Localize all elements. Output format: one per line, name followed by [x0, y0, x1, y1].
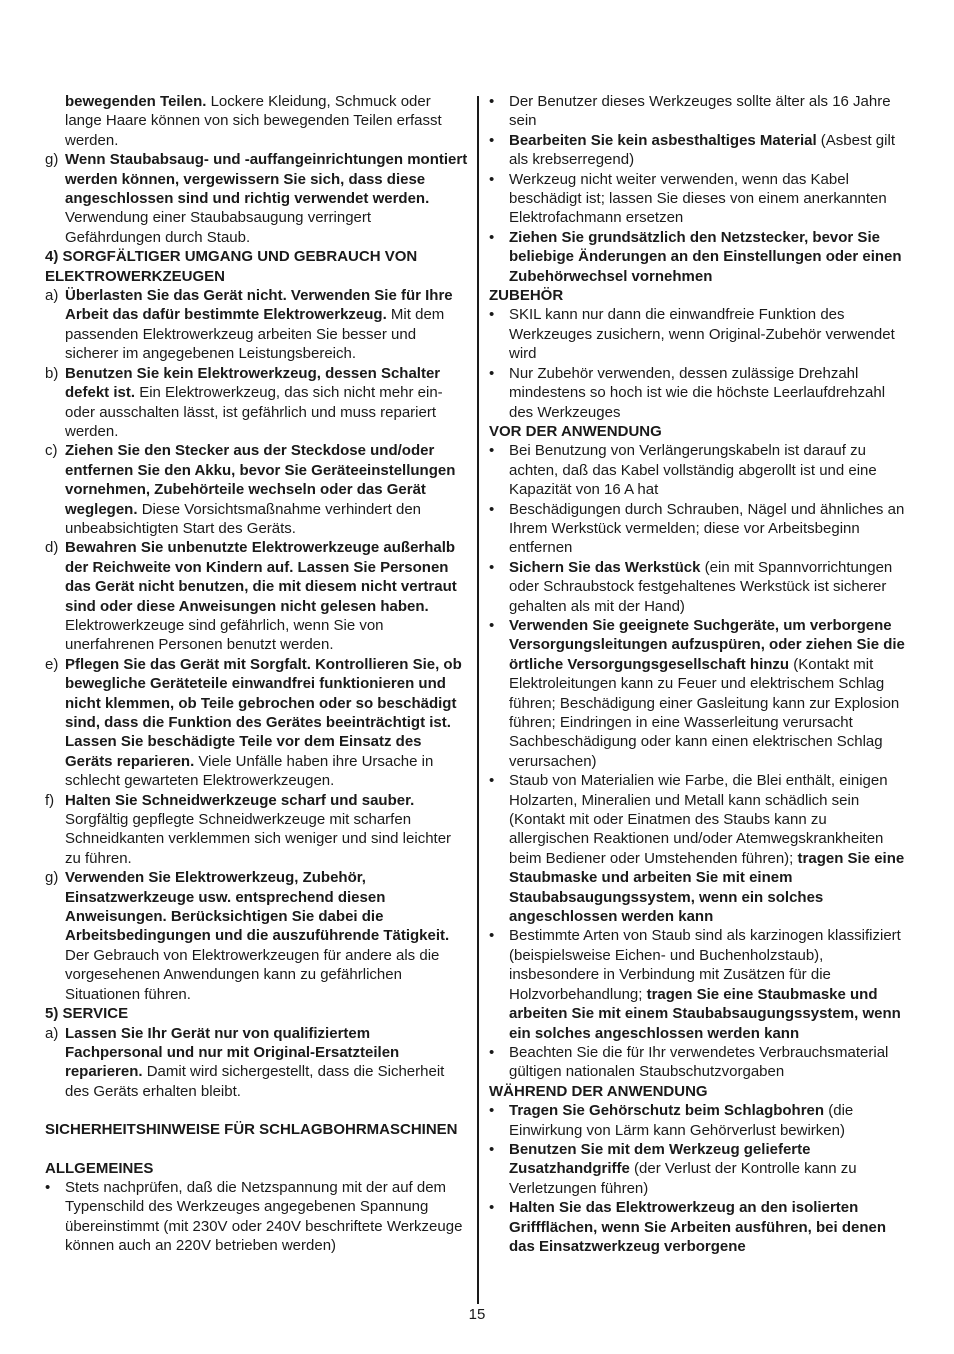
bullet-item [489, 1198, 909, 1256]
item-text: Bei Benutzung von Verlängerungskabeln ist darauf zu achten, daß das Kabel vollständig abgerollt ist und eine Kapazität von 16 A hat [509, 442, 877, 499]
item-text: Elektrowerkzeuge sind gefährlich, wenn Sie von unerfahrenen Personen benutzt werden. [65, 616, 384, 654]
item-bold-text: Ziehen Sie grundsätzlich den Netzstecker, bevor Sie beliebige Änderungen an den Einstellungen oder einen Zubehörwechsel vornehmen [509, 228, 902, 285]
item-text: SKIL kann nur dann die einwandfreie Funktion des Werkzeuges zusichern, wenn Original-Zubehör verwendet wird [509, 306, 895, 363]
item-text: Beschädigungen durch Schrauben, Nägel und ähnliches an Ihrem Werkstück vermelden; diese vor Arbeitsbeginn entfernen [509, 500, 905, 557]
bullet-marker: • [489, 558, 495, 576]
bullet-marker: • [489, 364, 495, 382]
section-heading: VOR DER ANWENDUNG [489, 422, 662, 440]
column-divider [477, 96, 479, 1304]
list-item [45, 286, 469, 364]
item-text: Beachten Sie die für Ihr verwendetes Verbrauchsmaterial gültigen nationalen Staubschutzvorgaben [509, 1043, 889, 1081]
item-text: (der Verlust der Kontrolle kann zu Verletzungen führen) [509, 1160, 857, 1197]
bullet-item [489, 1043, 909, 1082]
item-text: Der Benutzer dieses Werkzeuges sollte älter als 16 Jahre sein [509, 93, 891, 130]
item-text: Bestimmte Arten von Staub sind als karzinogen klassifiziert (beispielsweise Eichen- und Buchenholzstaub), insbesondere in Verbindung mit Zusätzen für die Holzvorbehandlung; [509, 927, 901, 1003]
bullet-item [489, 92, 909, 131]
bullet-marker: • [489, 131, 495, 149]
item-bold-text: Benutzen Sie kein Elektrowerkzeug, dessen Schalter defekt ist. [65, 364, 441, 402]
bullet-item [489, 558, 909, 616]
item-text: Damit wird sichergestellt, dass die Sicherheit des Geräts erhalten bleibt. [65, 1063, 445, 1100]
section-heading: 4) SORGFÄLTIGER UMGANG UND GEBRAUCH VON ELEKTROWERKZEUGEN [45, 248, 418, 285]
item-bold-text: tragen Sie eine Staubmaske und arbeiten Sie mit einem Staubabsaugungssystem, wenn ein solches angeschlossen werden kann [509, 985, 901, 1042]
section-heading: ALLGEMEINES [45, 1159, 154, 1177]
item-text: Verwendung einer Staubabsaugung verringert Gefährdungen durch Staub. [65, 209, 372, 246]
item-text: Mit dem passenden Elektrowerkzeug arbeiten Sie besser und sicherer im angegebenen Leistungsbereich. [65, 306, 445, 363]
item-text: (Kontakt mit Elektroleitungen kann zu Feuer und elektrischem Schlag führen; Beschädigung einer Gasleitung kann zur Explosion führen; Eindringen in eine Wasserleitung verursacht Sachbeschädigung oder kann einen elektrischen Schlag verursachen) [509, 655, 900, 770]
bullet-item [489, 926, 909, 1042]
item-bold-text: Ziehen Sie den Stecker aus der Steckdose und/oder entfernen Sie den Akku, bevor Sie Geräteeinstellungen vornehmen, Zubehörteile wechseln oder das Gerät weglegen. [65, 442, 456, 518]
item-bold-text: Verwenden Sie geeignete Suchgeräte, um verborgene Versorgungsleitungen aufzuspüren, oder ziehen Sie die örtliche Versorgungsgesellschaft hinzu [509, 616, 905, 673]
bullet-marker: • [489, 772, 495, 790]
spacer [45, 1101, 469, 1120]
section-heading: SICHERHEITSHINWEISE FÜR SCHLAGBOHRMASCHINEN [45, 1121, 458, 1139]
bullet-item [489, 228, 909, 286]
bullet-marker: • [489, 170, 495, 188]
item-text: Nur Zubehör verwenden, dessen zulässige Drehzahl mindestens so hoch ist wie die höchste Leerlaufdrehzahl des Werkzeuges [509, 364, 886, 421]
bullet-item [489, 616, 909, 771]
item-label: a) [45, 287, 59, 305]
item-bold-text: Halten Sie Schneidwerkzeuge scharf und sauber. [65, 791, 415, 809]
item-label: a) [45, 1024, 59, 1042]
item-label: g) [45, 869, 59, 887]
item-text: Staub von Materialien wie Farbe, die Blei enthält, einigen Holzarten, Mineralien und Metall kann schädlich sein (Kontakt mit oder Einatmen des Staubs kann zu allergischen Reaktionen und/oder Atemwegskrankheiten beim Bediener oder Umstehenden führen); [509, 772, 888, 867]
item-bold-text: Verwenden Sie Elektrowerkzeug, Zubehör, Einsatzwerkzeuge usw. entsprechend diesen Anweisungen. Berücksichtigen Sie dabei die Arbeitsbedingungen und die auszuführende Tätigkeit. [65, 869, 450, 945]
bullet-item [45, 1178, 469, 1256]
section-heading: ZUBEHÖR [489, 287, 564, 305]
bullet-item [489, 441, 909, 499]
bullet-marker: • [489, 306, 495, 324]
item-label: b) [45, 364, 59, 382]
section-heading: 5) SERVICE [45, 1005, 129, 1023]
section-heading: WÄHREND DER ANWENDUNG [489, 1082, 708, 1100]
bullet-item [489, 305, 909, 363]
list-item [45, 791, 469, 869]
item-text: Sorgfältig gepflegte Schneidwerkzeuge mit scharfen Schneidkanten verklemmen sich weniger und sind leichter zu führen. [65, 811, 452, 867]
item-bold-text: Pflegen Sie das Gerät mit Sorgfalt. Kontrollieren Sie, ob bewegliche Geräteteile einwandfrei funktionieren und nicht klemmen, ob Teile gebrochen oder so beschädigt sind, dass die Funktion des Gerätes beeinträchtigt ist. Lassen Sie beschädigte Teile vor dem Einsatz des Geräts reparieren. [65, 655, 462, 770]
item-bold-text: Bewahren Sie unbenutzte Elektrowerkzeuge außerhalb der Reichweite von Kindern auf. Lassen Sie Personen das Gerät nicht benutzen, die mit diesem nicht vertraut sind oder diese Anweisungen nicht gelesen haben. [65, 539, 457, 615]
spacer [45, 1140, 469, 1159]
item-bold-text: Tragen Sie Gehörschutz beim Schlagbohren [509, 1102, 825, 1120]
item-label: c) [45, 442, 58, 460]
item-label: g) [45, 151, 59, 169]
bullet-marker: • [489, 1199, 495, 1217]
bullet-item [489, 1101, 909, 1140]
bullet-marker: • [489, 1043, 495, 1061]
item-bold-text: tragen Sie eine Staubmaske und arbeiten Sie mit einem Staubabsaugungssystem, wenn ein solches angeschlossen werden kann [509, 849, 905, 926]
item-text: (Asbest gilt als krebserregend) [509, 131, 895, 169]
item-bold-text: Wenn Staubabsaug- und -auffangeinrichtungen montiert werden können, vergewissern Sie sich, dass diese angeschlossen sind und richtig verwendet werden. [65, 151, 468, 208]
list-item [45, 441, 469, 538]
item-text: Der Gebrauch von Elektrowerkzeugen für andere als die vorgesehenen Anwendungen kann zu gefährlichen Situationen führen. [65, 946, 440, 1003]
list-item [45, 364, 469, 442]
list-item [45, 655, 469, 791]
item-bold-text: Überlasten Sie das Gerät nicht. Verwenden Sie für Ihre Arbeit das dafür bestimmte Elektrowerkzeug. [65, 287, 453, 324]
bullet-marker: • [489, 93, 495, 110]
item-bold-text: Lassen Sie Ihr Gerät nur von qualifiziertem Fachpersonal und nur mit Original-Ersatzteilen reparieren. [65, 1024, 400, 1081]
item-text: Viele Unfälle haben ihre Ursache in schlecht gewarteten Elektrowerkzeugen. [65, 752, 434, 790]
item-bold-text: Halten Sie das Elektrowerkzeug an den isolierten Griffflächen, wenn Sie Arbeiten ausführen, bei denen das Einsatzwerkzeug verborgene [509, 1199, 887, 1255]
bullet-marker: • [489, 1102, 495, 1120]
item-label: f) [45, 791, 55, 809]
item-text: Stets nachprüfen, daß die Netzspannung mit der auf dem Typenschild des Werkzeuges angegebenen Spannung übereinstimmt (mit 230V oder 240V beschriftete Werkzeuge können auch an 220V betrieben werden) [65, 1178, 463, 1255]
bullet-marker: • [489, 927, 495, 945]
item-text: Lockere Kleidung, Schmuck oder lange Haare können von sich bewegenden Teilen erfasst werden. [65, 93, 442, 149]
bullet-marker: • [489, 228, 495, 246]
bullet-item [489, 1140, 909, 1198]
right-column [489, 92, 909, 1256]
bullet-marker: • [489, 1140, 495, 1158]
list-item [45, 538, 469, 654]
bullet-marker: • [45, 1178, 51, 1196]
list-item [45, 150, 469, 247]
bullet-marker: • [489, 616, 495, 634]
item-bold-text: Bearbeiten Sie kein asbesthaltiges Material [509, 131, 817, 149]
item-bold-text: Sichern Sie das Werkstück [509, 558, 701, 576]
item-label: e) [45, 655, 59, 673]
item-text: Diese Vorsichtsmaßnahme verhindert den unbeabsichtigten Start des Geräts. [65, 500, 422, 537]
bullet-item [489, 170, 909, 228]
page-number: 15 [468, 1306, 486, 1323]
item-bold-text: Benutzen Sie mit dem Werkzeug gelieferte Zusatzhandgriffe [509, 1140, 811, 1178]
list-item [45, 1024, 469, 1102]
bullet-marker: • [489, 442, 495, 460]
bullet-item [489, 500, 909, 558]
bullet-marker: • [489, 500, 495, 518]
list-item [45, 868, 469, 1004]
bullet-item [489, 131, 909, 170]
bullet-item [489, 364, 909, 422]
item-text: Werkzeug nicht weiter verwenden, wenn das Kabel beschädigt ist; lassen Sie dieses von einem anerkannten Elektrofachmann ersetzen [509, 170, 887, 227]
item-bold-text: bewegenden Teilen. [65, 93, 207, 110]
item-text: (die Einwirkung von Lärm kann Gehörverlust bewirken) [509, 1102, 854, 1139]
item-label: d) [45, 539, 59, 557]
item-text: (ein mit Spannvorrichtungen oder Schraubstock festgehaltenes Werkstück ist sicherer gehalten als mit der Hand) [509, 558, 893, 615]
left-column [45, 92, 469, 1256]
item-text: Ein Elektrowerkzeug, das sich nicht mehr ein- oder ausschalten lässt, ist gefährlich und muss repariert werden. [65, 384, 443, 440]
list-item [45, 92, 469, 150]
bullet-item [489, 771, 909, 926]
